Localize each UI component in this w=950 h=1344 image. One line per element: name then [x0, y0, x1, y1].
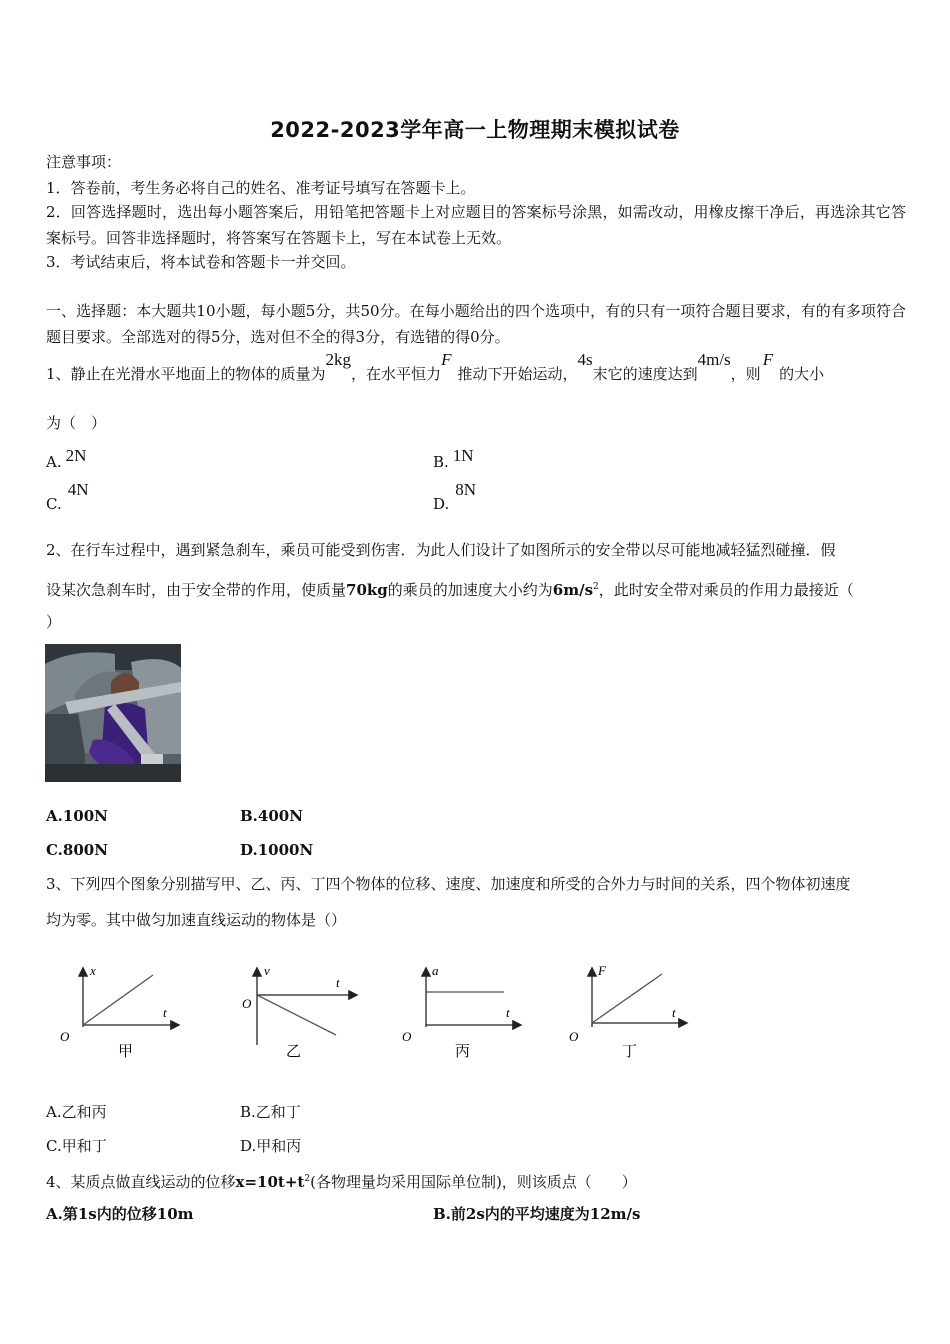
graph-ding-caption: 丁 — [622, 1044, 638, 1060]
option-value: 400N — [257, 807, 303, 825]
seatbelt-photo — [45, 644, 181, 782]
q2-line-2 — [46, 577, 854, 600]
q4-option-b — [433, 1204, 640, 1224]
graph-bing-x-label: t — [506, 1005, 510, 1020]
q1-force-symbol-2: F — [762, 350, 774, 369]
q3-line-1: 3、下列四个图象分别描写甲、乙、丙、丁四个物体的位移、速度、加速度和所受的合外力与时间的关系，四个物体初速度 — [46, 875, 851, 893]
graph-yi-y-label: v — [264, 963, 270, 978]
graph-bing-y-label: a — [432, 963, 439, 978]
graph-bing-origin: O — [402, 1029, 412, 1044]
q4-formula: x=10t+t — [235, 1173, 305, 1191]
graph-jia-origin: O — [60, 1029, 70, 1044]
option-letter: D. — [240, 841, 258, 859]
q1-time: 4s — [577, 350, 593, 369]
q1-text-5: ，则 — [730, 365, 761, 383]
option-value: 800N — [62, 841, 108, 859]
motion-graphs — [50, 955, 700, 1070]
option-value: 1N — [452, 446, 474, 465]
q4-superscript: 2 — [304, 1174, 311, 1184]
graph-ding-y-label: F — [598, 963, 606, 978]
option-letter: D. — [240, 1137, 257, 1155]
option-value: 100N — [62, 807, 108, 825]
q1-option-c — [46, 480, 89, 513]
option-letter: B. — [240, 1103, 256, 1121]
option-value: 第1s内的位移10m — [62, 1205, 194, 1223]
q1-option-d — [433, 480, 477, 513]
q2-mass: 70kg — [346, 581, 388, 599]
q2-option-b — [240, 806, 303, 826]
q1-option-a — [46, 446, 87, 471]
q1-mass: 2kg — [325, 350, 352, 369]
q1-text-1: 1、静止在光滑水平地面上的物体的质量为 — [46, 365, 326, 383]
q3-option-b — [240, 1102, 301, 1122]
q2-option-a — [46, 806, 108, 826]
q3-option-d — [240, 1136, 301, 1156]
option-letter: C. — [46, 841, 63, 859]
q1-text-6: 的大小 — [779, 365, 825, 383]
q4-option-a — [46, 1204, 194, 1224]
q1-text-4: 末它的速度达到 — [592, 365, 698, 383]
option-value: 甲和丁 — [61, 1137, 107, 1155]
q3-option-c — [46, 1136, 107, 1156]
graph-yi — [242, 963, 356, 1060]
graph-bing — [402, 963, 520, 1060]
graph-yi-x-label: t — [336, 975, 340, 990]
page-title: 2022-2023学年高一上物理期末模拟试卷 — [270, 118, 680, 142]
q4-text-1: 4、某质点做直线运动的位移 — [46, 1173, 236, 1191]
option-letter: B. — [433, 453, 449, 471]
q2-line-3: ） — [46, 613, 62, 631]
q2-accel: 6m/s — [552, 581, 594, 599]
graph-bing-caption: 丙 — [455, 1044, 471, 1060]
option-letter: B. — [240, 807, 258, 825]
option-value: 乙和丙 — [61, 1103, 107, 1121]
option-letter: A. — [46, 1103, 62, 1121]
q1-velocity: 4m/s — [697, 350, 731, 369]
option-value: 乙和丁 — [255, 1103, 301, 1121]
option-letter: A. — [46, 807, 63, 825]
option-value: 前2s内的平均速度为12m/s — [450, 1205, 641, 1223]
q4-text-2: (各物理量均采用国际单位制)，则该质点（ ） — [310, 1173, 637, 1191]
graph-ding-origin: O — [569, 1029, 579, 1044]
q2-text-3: ，此时安全带对乘员的作用力最接近（ — [598, 581, 854, 599]
q1-force-symbol: F — [441, 350, 452, 369]
option-letter: B. — [433, 1205, 451, 1223]
notice-item-3: 3．考试结束后，将本试卷和答题卡一并交回。 — [46, 253, 356, 271]
graph-jia-x-label: t — [163, 1005, 167, 1020]
q1-text-3: 推动下开始运动， — [457, 365, 578, 383]
option-value: 4N — [67, 480, 89, 499]
graph-ding — [569, 963, 686, 1060]
option-letter: A. — [46, 1205, 63, 1223]
section-heading: 一、选择题：本大题共10小题，每小题5分，共50分。在每小题给出的四个选项中，有的只有一项符合题目要求，有的有多项符合题目要求。全部选对的得5分，选对但不全的得3分，有选错的得0分。 — [46, 302, 906, 346]
option-value: 8N — [455, 480, 477, 499]
notice-heading: 注意事项： — [46, 153, 122, 171]
question-1 — [46, 350, 906, 390]
option-letter: A. — [46, 453, 62, 471]
graph-jia-y-label: x — [90, 963, 96, 978]
q2-superscript: 2 — [593, 582, 599, 592]
q2-text-2: 的乘员的加速度大小约为 — [387, 581, 553, 599]
graph-ding-x-label: t — [672, 1005, 676, 1020]
q2-line-1: 2、在行车过程中，遇到紧急刹车，乘员可能受到伤害．为此人们设计了如图所示的安全带以尽可能地减轻猛烈碰撞．假 — [46, 541, 836, 559]
graph-yi-origin: O — [242, 996, 252, 1011]
q2-text-1: 设某次急刹车时，由于安全带的作用，使质量 — [46, 581, 347, 599]
option-letter: D. — [433, 495, 450, 513]
q1-text-2: ，在水平恒力 — [351, 365, 442, 383]
notice-item-2: 2．回答选择题时，选出每小题答案后，用铅笔把答题卡上对应题目的答案标号涂黑，如需改动，用橡皮擦干净后，再选涂其它答案标号。回答非选择题时，将答案写在答题卡上，写在本试卷上无效。 — [46, 203, 906, 247]
q1-line-2: 为（ ） — [46, 414, 107, 432]
q2-option-d — [240, 840, 313, 860]
q1-option-b — [433, 446, 474, 471]
graph-yi-caption: 乙 — [286, 1044, 302, 1060]
q4-line-1 — [46, 1169, 637, 1192]
notice-item-1: 1．答卷前，考生务必将自己的姓名、准考证号填写在答题卡上。 — [46, 179, 476, 197]
option-letter: C. — [46, 495, 62, 513]
graph-jia-caption: 甲 — [118, 1044, 134, 1060]
q3-line-2: 均为零。其中做匀加速直线运动的物体是（） — [46, 911, 347, 929]
q2-option-c — [46, 840, 108, 860]
option-value: 2N — [65, 446, 87, 465]
option-letter: C. — [46, 1137, 62, 1155]
q3-option-a — [46, 1102, 107, 1122]
option-value: 1000N — [257, 841, 314, 859]
option-value: 甲和丙 — [256, 1137, 302, 1155]
graph-jia — [60, 963, 178, 1060]
